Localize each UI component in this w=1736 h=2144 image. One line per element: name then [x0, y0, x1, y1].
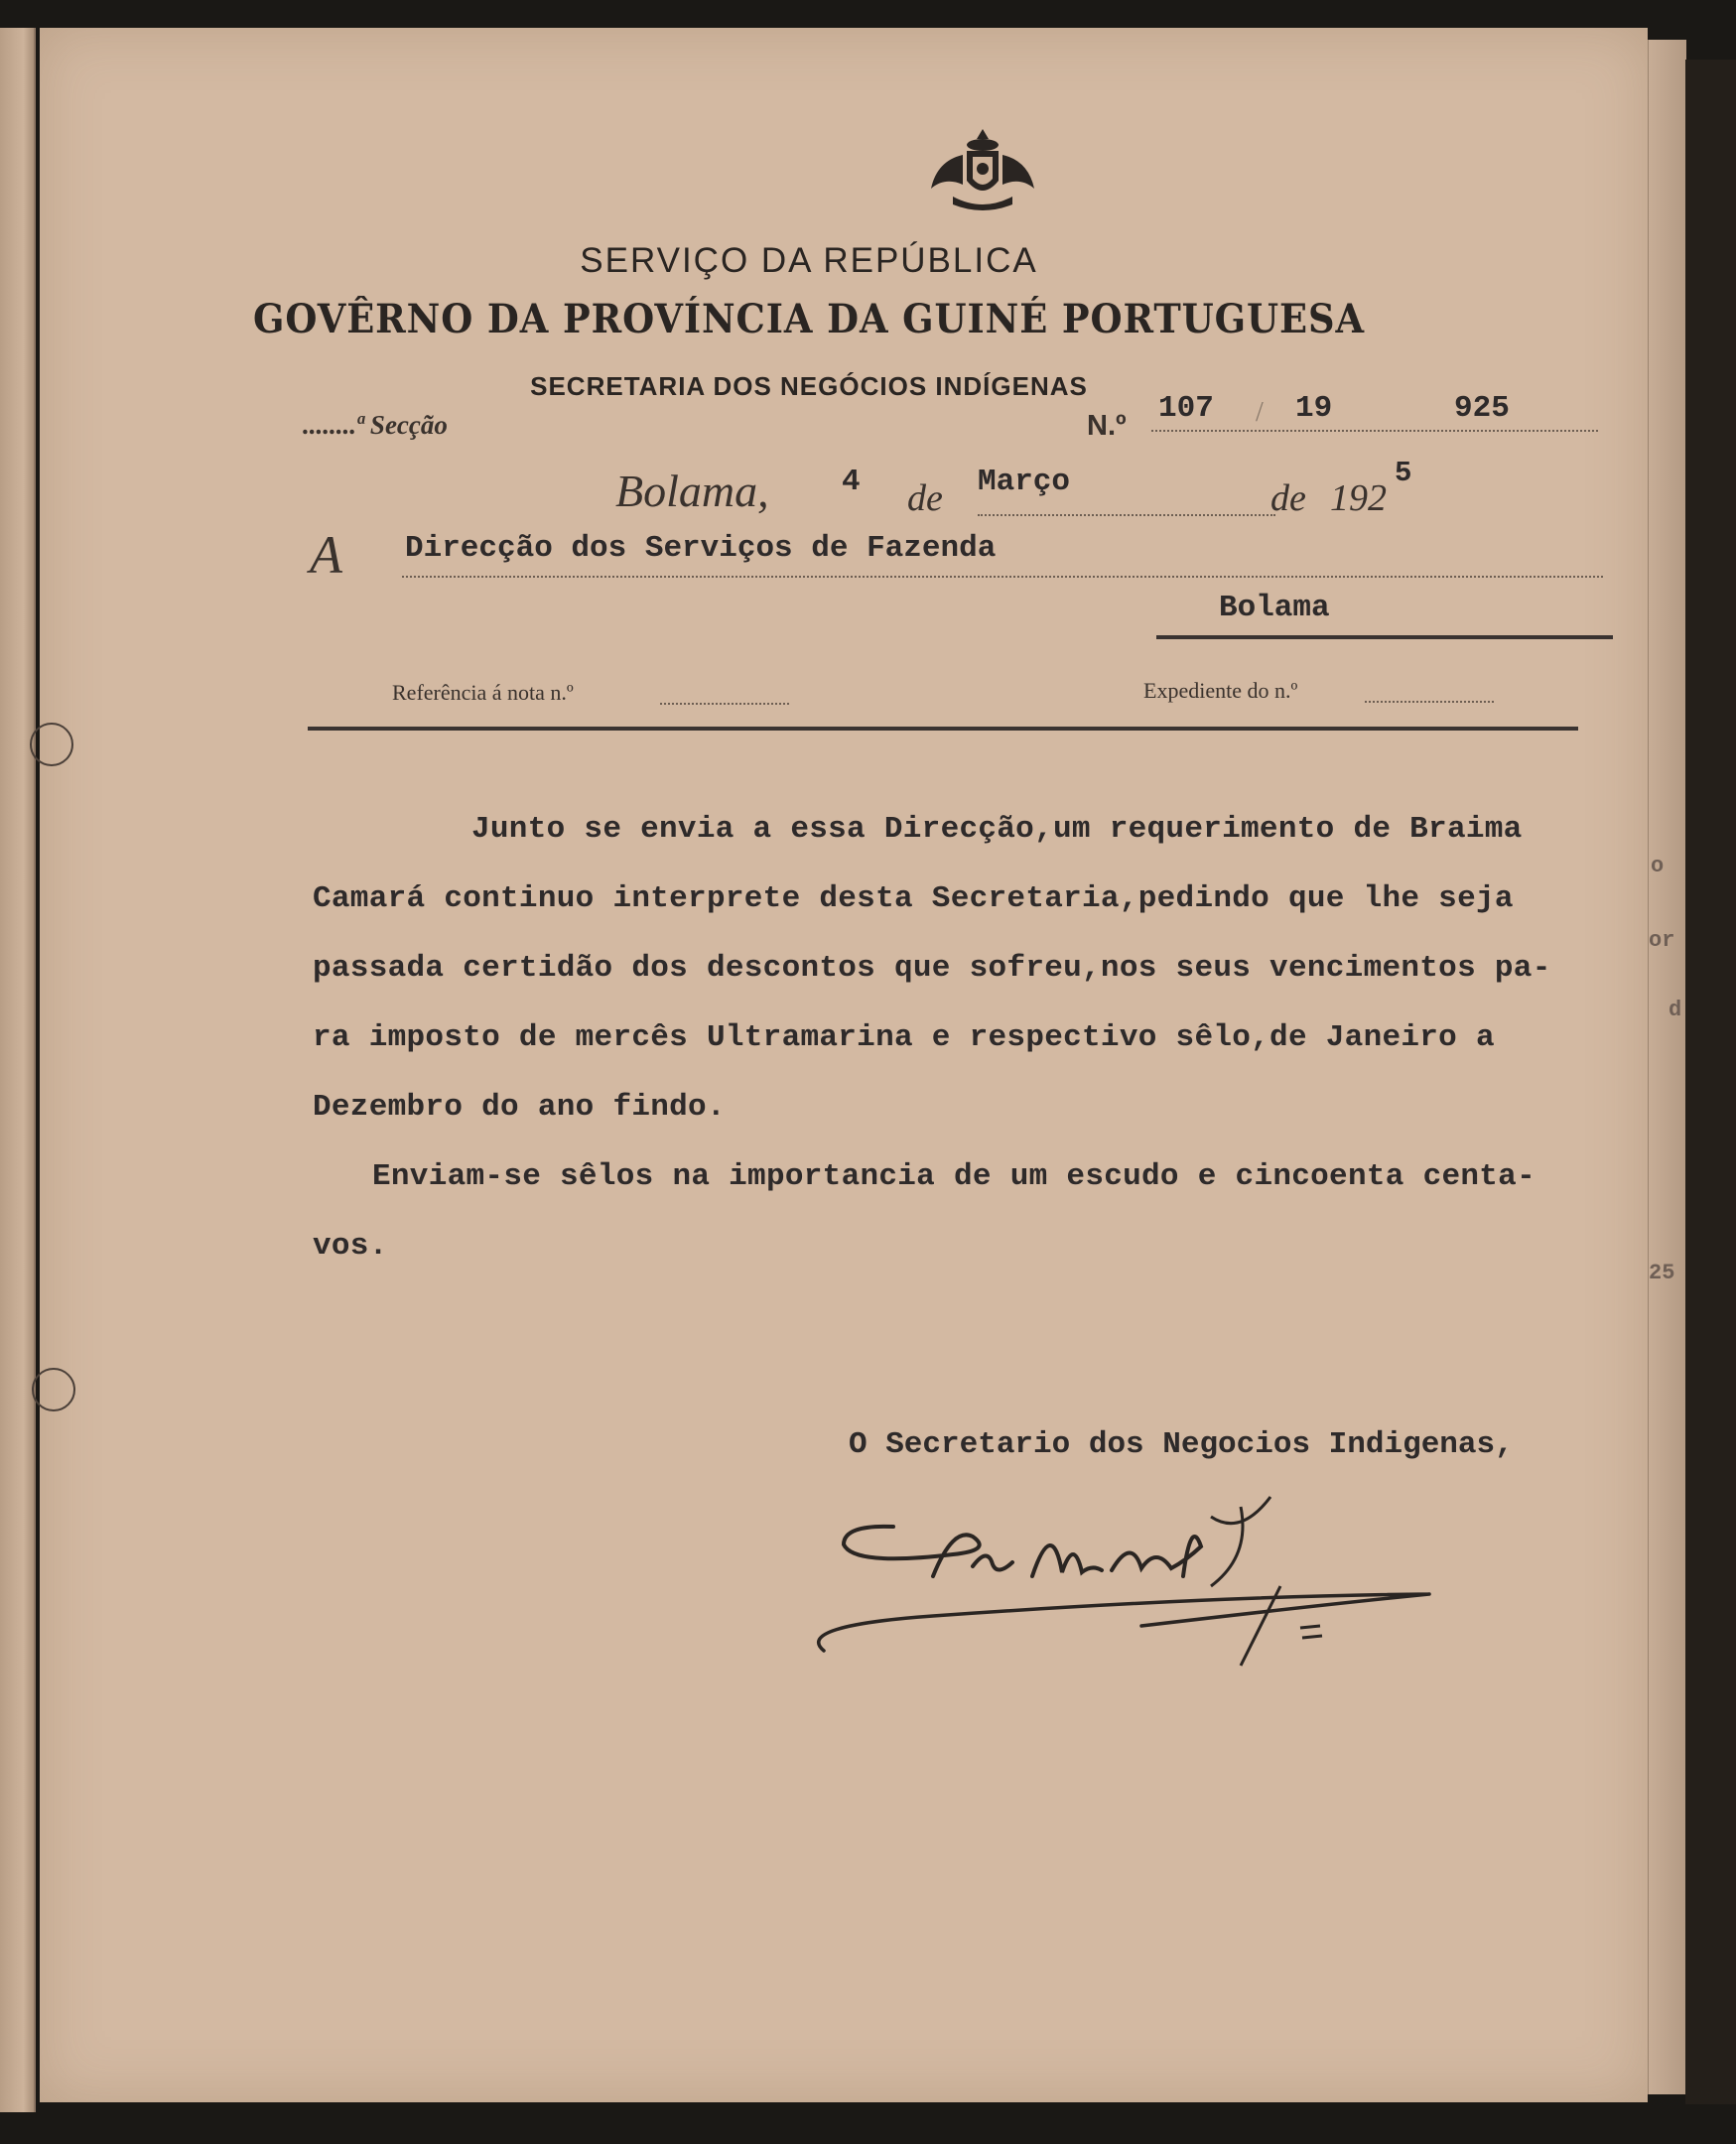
stitch-hole [30, 723, 73, 766]
referencia-dotline [660, 703, 789, 705]
date-dotline [978, 514, 1275, 516]
numero-label: N.º [1087, 410, 1127, 442]
closing-title: O Secretario dos Negocios Indigenas, [849, 1427, 1514, 1462]
body-line: Junto se envia a essa Direcção,um requerimento de Braima [471, 812, 1523, 847]
place: Bolama, [615, 466, 769, 516]
date-day: 4 [842, 465, 861, 499]
book-binding [1685, 60, 1736, 2104]
body-line: vos. [313, 1229, 388, 1264]
addressee-dotline [402, 576, 1603, 578]
body-line: Enviam-se sêlos na importancia de um escudo e cincoenta centa- [372, 1159, 1536, 1194]
de-label: de [907, 477, 943, 519]
coat-of-arms-icon [923, 125, 1042, 216]
header-secretariat: SECRETARIA DOS NEGÓCIOS INDÍGENAS [530, 371, 1088, 401]
addressee-underline [1156, 635, 1613, 639]
numero-value: 925 [1454, 391, 1510, 426]
handwritten-signature [814, 1477, 1489, 1675]
addressee: Direcção dos Serviços de Fazenda [405, 531, 997, 566]
referencia-label: Referência á nota n.º [392, 680, 574, 705]
header-government: GOVÊRNO DA PROVÍNCIA DA GUINÉ PORTUGUESA [253, 296, 1365, 342]
numero-value: 19 [1295, 391, 1333, 426]
letter-sheet [40, 28, 1648, 2102]
numero-separator: / [1256, 397, 1264, 428]
date-month: Março [978, 465, 1071, 499]
body-line: Dezembro do ano findo. [313, 1090, 726, 1125]
addressee-city: Bolama [1219, 591, 1330, 625]
stitch-hole [32, 1368, 75, 1411]
numero-dotline [1151, 430, 1598, 432]
header-rule [308, 727, 1578, 731]
margin-fragment: o [1651, 854, 1665, 878]
margin-fragment: or [1649, 928, 1675, 953]
date-year-suffix: 5 [1395, 457, 1412, 489]
expediente-dotline [1365, 701, 1494, 703]
margin-fragment: d [1669, 998, 1682, 1022]
addressee-prefix: A [310, 525, 342, 585]
next-pages-edge [1648, 40, 1686, 2094]
body-line: ra imposto de mercês Ultramarina e respectivo sêlo,de Janeiro a [313, 1020, 1495, 1055]
expediente-label: Expediente do n.º [1143, 678, 1298, 703]
date-year-prefix: 192 [1330, 477, 1387, 519]
de-label: de [1270, 477, 1306, 519]
numero-value: 107 [1158, 391, 1214, 426]
header-service: SERVIÇO DA REPÚBLICA [580, 241, 1038, 280]
body-line: Camará continuo interprete desta Secretaria,pedindo que lhe seja [313, 881, 1514, 916]
body-line: passada certidão dos descontos que sofreu,nos seus vencimentos pa- [313, 951, 1551, 986]
seccao-label: ........ª Secção [303, 410, 448, 440]
margin-fragment: 25 [1649, 1261, 1675, 1285]
